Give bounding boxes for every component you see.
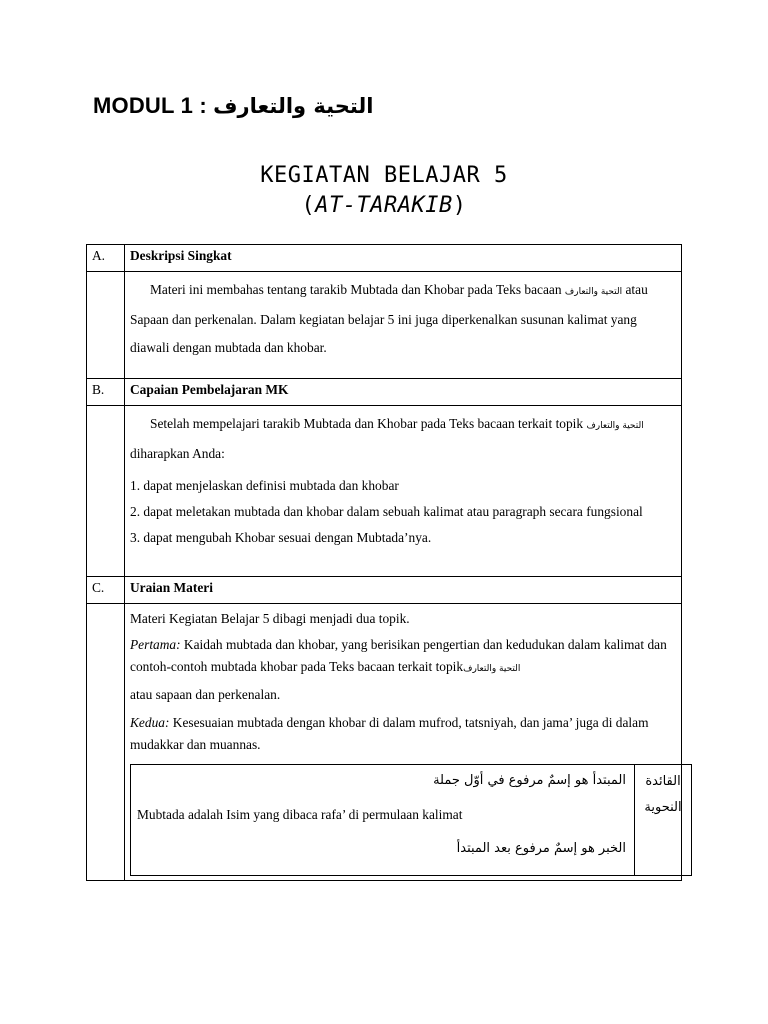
mubtada-latin-definition: Mubtada adalah Isim yang dibaca rafa’ di permulaan kalimat [137, 807, 463, 822]
side-label-1: القائدة [645, 774, 681, 789]
section-b-text-2: diharapkan Anda: [130, 446, 225, 461]
section-c-intro: Materi Kegiatan Belajar 5 dibagi menjadi dua topik. [130, 611, 410, 626]
section-b-arabic: التحية والتعارف [586, 421, 644, 431]
section-c-body [125, 604, 682, 881]
kegiatan-subtitle [0, 193, 768, 218]
list-item: 3. dapat mengubah Khobar sesuai dengan Mubtada’nya. [130, 530, 432, 545]
section-b-header-row [87, 379, 682, 406]
pertama-text: Kaidah mubtada dan khobar, yang berisikan pengertian dan kedudukan dalam kalimat dan contoh-contoh mubtada khobar pada Teks bacaan terkait topik [130, 637, 667, 674]
side-label-2: النحوية [644, 800, 682, 815]
subtitle-close: ) [452, 193, 467, 218]
modul-label: MODUL 1 : [93, 93, 214, 118]
section-b-heading: Capaian Pembelajaran MK [125, 379, 682, 406]
subtitle-open: ( [301, 193, 316, 218]
capaian-list [130, 476, 675, 548]
section-c-kedua [130, 712, 675, 756]
kaidah-content [131, 765, 635, 876]
section-c-letter: C. [87, 577, 125, 604]
subtitle-italic: AT-TARAKIB [315, 193, 453, 218]
section-b-body [125, 406, 682, 577]
section-b-letter: B. [87, 379, 125, 406]
section-a-text-2: atau Sapaan dan perkenalan. Dalam kegiatan belajar 5 ini juga diperkenalkan susunan kalimat yang diawali dengan mubtada dan khobar. [130, 282, 648, 355]
section-c-header-row [87, 577, 682, 604]
section-c-empty-cell [87, 604, 125, 881]
kaidah-side-label [635, 765, 692, 876]
section-a-arabic: التحية والتعارف [564, 287, 623, 297]
section-b-paragraph [130, 410, 675, 468]
section-a-body [125, 272, 682, 379]
section-a-paragraph [130, 276, 675, 362]
section-a-empty-cell [87, 272, 125, 379]
kegiatan-title: KEGIATAN BELAJAR 5 [260, 163, 508, 188]
section-a-body-row [87, 272, 682, 379]
list-item: 2. dapat meletakan mubtada dan khobar dalam sebuah kalimat atau paragraph secara fungsional [130, 504, 643, 519]
modul-arabic-title: التحية والتعارف [213, 94, 374, 118]
kaidah-box [130, 764, 692, 876]
mubtada-arabic-definition: المبتدأ هو إسمٌ مرفوع في أوّل جملة [433, 773, 626, 788]
section-a-letter: A. [87, 245, 125, 272]
modul-title [93, 93, 374, 119]
section-c-pertama [130, 634, 675, 680]
khobar-arabic-definition: الخبر هو إسمٌ مرفوع بعد المبتدأ [456, 841, 626, 856]
pertama-arabic: التحية والتعارف [463, 664, 521, 674]
kedua-label: Kedua: [130, 715, 170, 730]
section-b-empty-cell [87, 406, 125, 577]
list-item: 1. dapat menjelaskan definisi mubtada dan khobar [130, 478, 399, 493]
pertama-text-2: atau sapaan dan perkenalan. [130, 687, 281, 702]
content-table [86, 244, 682, 881]
section-a-text-1: Materi ini membahas tentang tarakib Mubtada dan Khobar pada Teks bacaan [150, 282, 562, 297]
kaidah-row [131, 765, 692, 876]
section-b-body-row [87, 406, 682, 577]
section-a-header-row [87, 245, 682, 272]
section-c-heading: Uraian Materi [125, 577, 682, 604]
pertama-label: Pertama: [130, 637, 181, 652]
section-c-body-row [87, 604, 682, 881]
section-a-heading: Deskripsi Singkat [125, 245, 682, 272]
kedua-text: Kesesuaian mubtada dengan khobar di dalam mufrod, tatsniyah, dan jama’ juga di dalam mudakkar dan muannas. [130, 715, 649, 752]
section-b-text-1: Setelah mempelajari tarakib Mubtada dan Khobar pada Teks bacaan terkait topik [150, 416, 584, 431]
